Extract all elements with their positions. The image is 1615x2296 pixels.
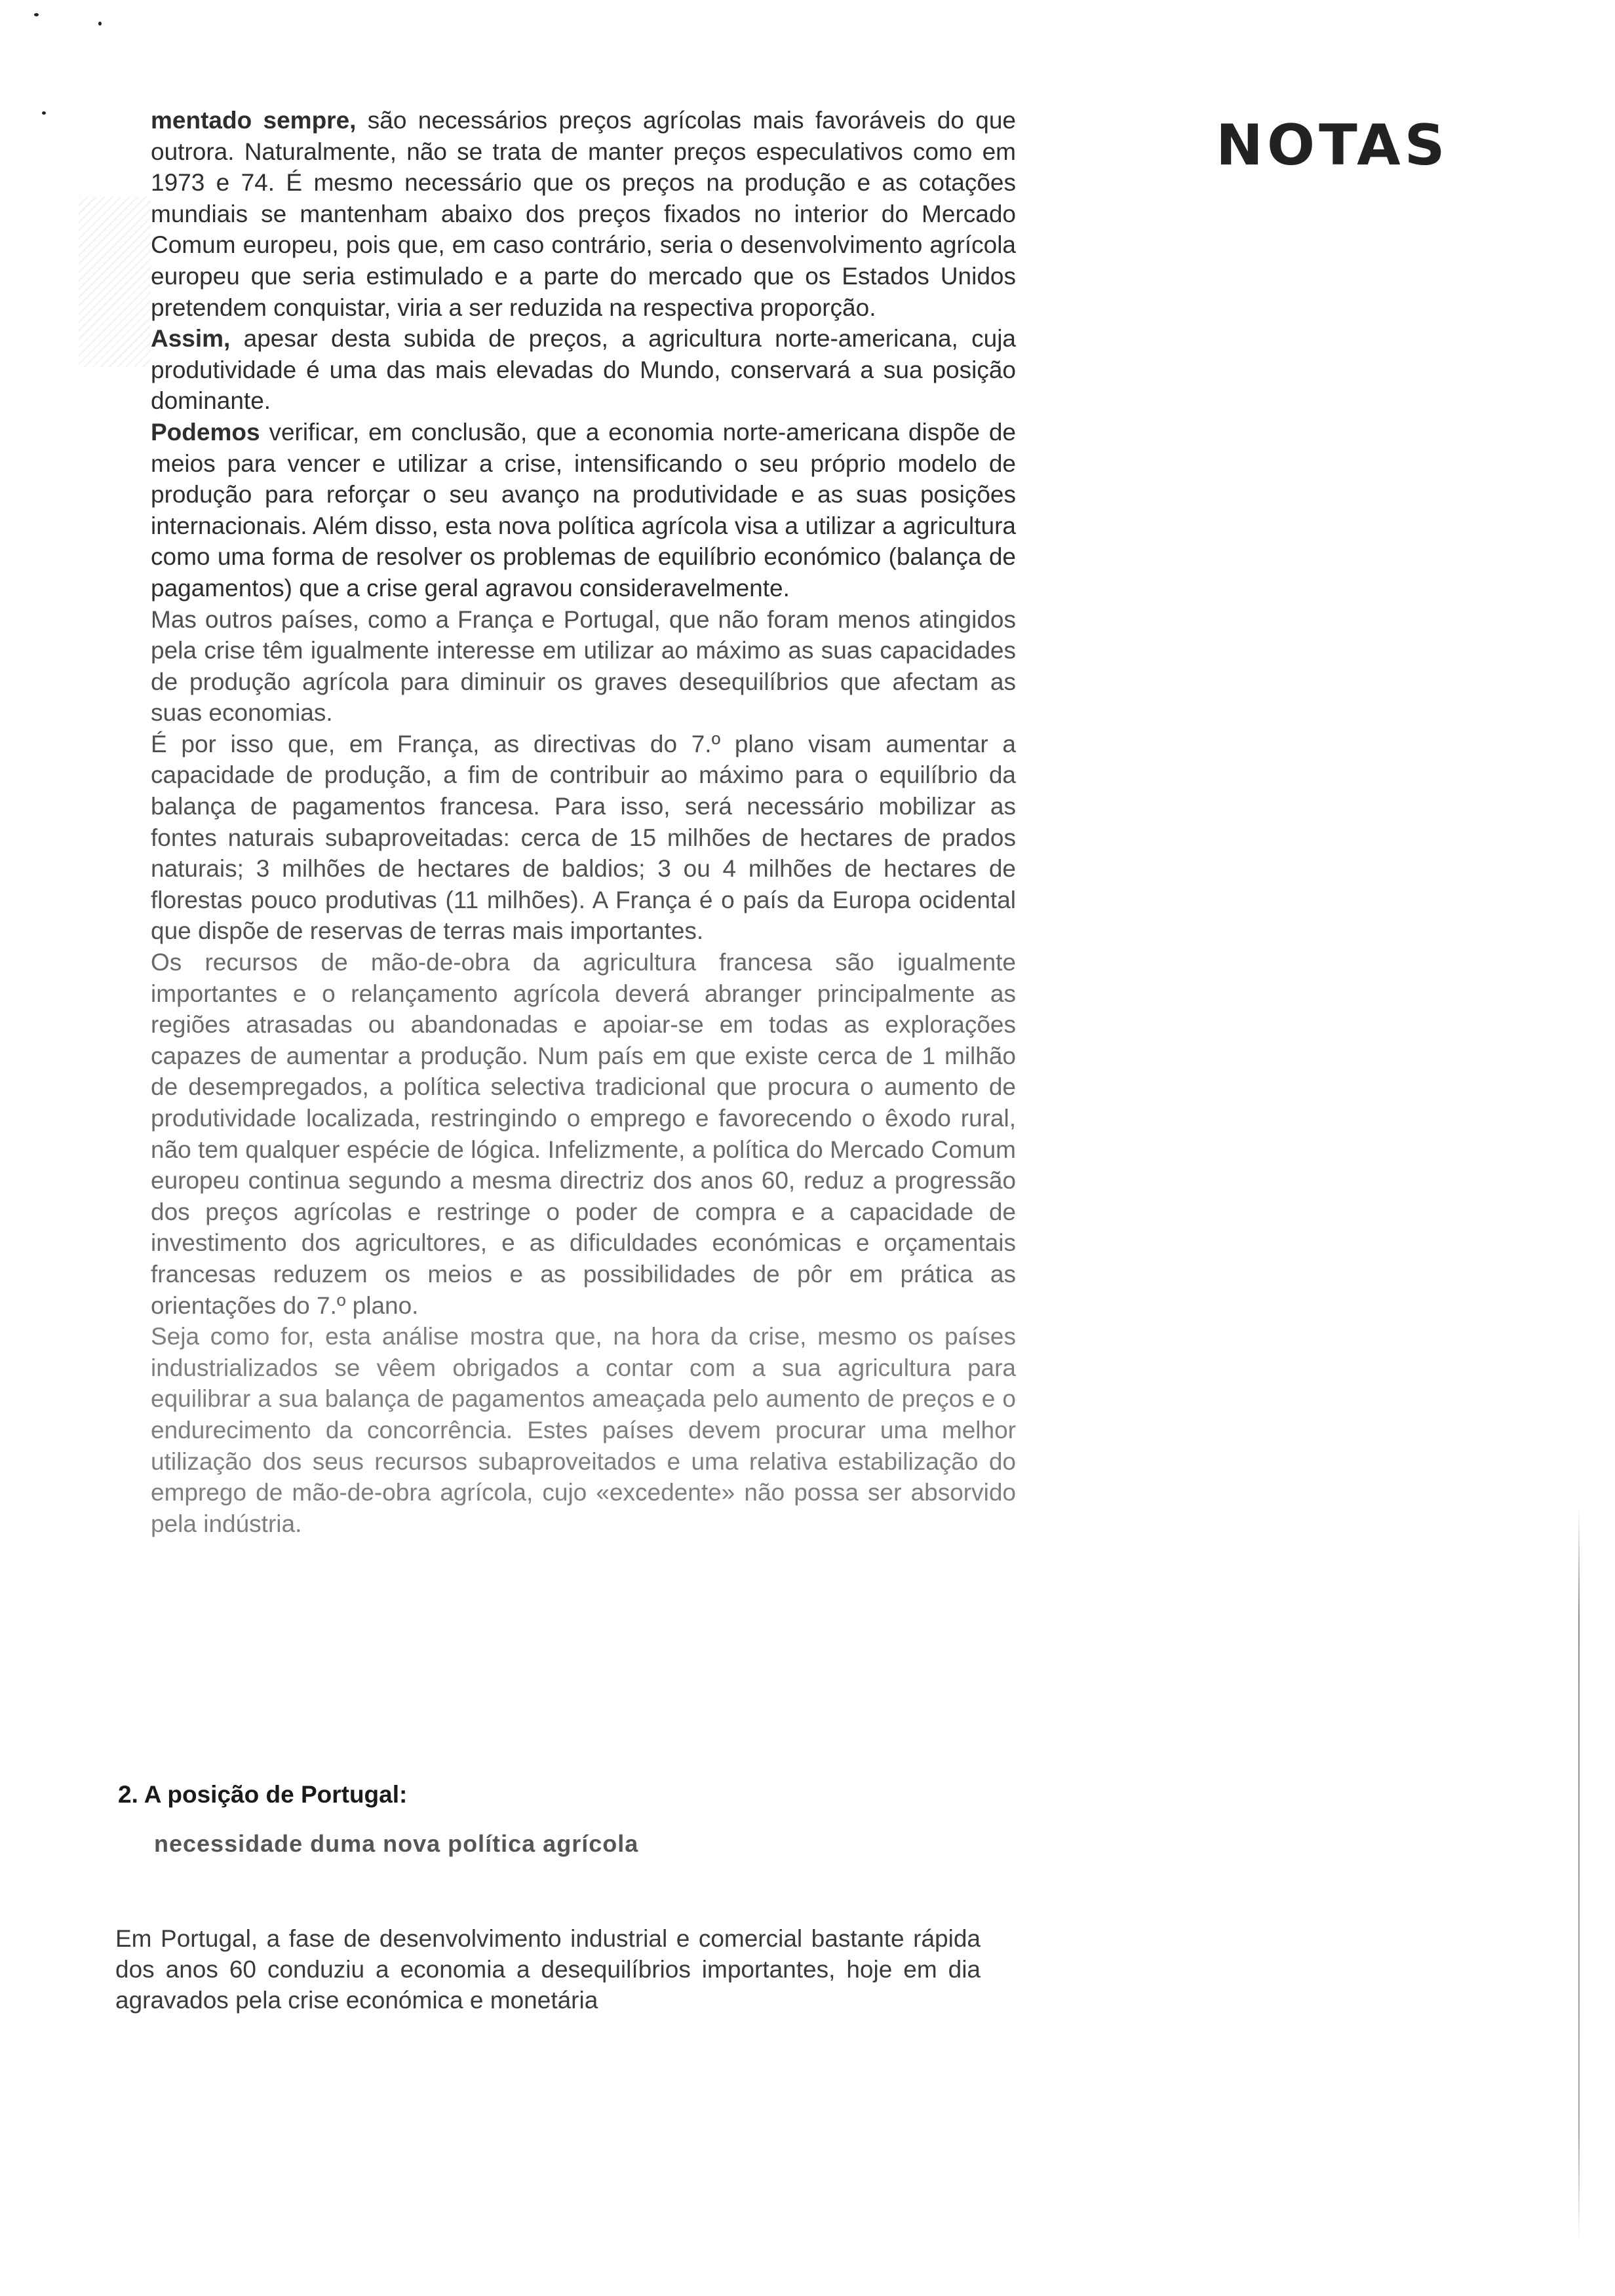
paragraph (151, 1321, 1016, 1539)
scan-speck (42, 111, 46, 115)
paragraph-text: Seja como for, esta análise mostra que, na hora da crise, mesmo os países industrializados se vêem obrigados a contar com a sua agricultura para equilibrar a sua balança de pagamentos ameaçada pelo aumento de preços e o endurecimento da concorrência. Estes países devem procurar uma melhor utilização dos seus recursos subaproveitados e uma relativa estabilização do emprego de mão-de-obra agrícola, cujo «excedente» não possa ser absorvido pela indústria. (151, 1323, 1016, 1537)
scan-speck (34, 13, 39, 16)
paragraph (151, 417, 1016, 604)
section-subheading: necessidade duma nova política agrícola (154, 1830, 639, 1857)
paragraph-lead: Assim, (151, 325, 231, 353)
paragraph-text: Mas outros países, como a França e Portugal, que não foram menos atingidos pela crise têm igualmente interesse em utilizar ao máximo as suas capacidades de produção agrícola para diminuir os graves desequilíbrios que afectam as suas economias. (151, 605, 1016, 727)
paragraph-text: são necessários preços agrícolas mais favoráveis do que outrora. Naturalmente, não se trata de manter preços especulativos como em 1973 e 74. É mesmo necessário que os preços na produção e as cotações mundiais se mantenham abaixo dos preços fixados no interior do Mercado Comum europeu, pois que, em caso contrário, seria o desenvolvimento agrícola europeu que seria estimulado e a parte do mercado que os Estados Unidos pretendem conquistar, viria a ser reduzida na respectiva proporção. (151, 107, 1017, 321)
paragraph-lead: Podemos (151, 418, 260, 446)
scan-edge-noise (79, 197, 151, 367)
closing-paragraph (115, 1923, 981, 2016)
paragraph-text: Os recursos de mão-de-obra da agricultura francesa são igualmente importantes e o relançamento agrícola deverá abranger principalmente as regiões atrasadas ou abandonadas e apoiar-se em todas as explorações capazes de aumentar a produção. Num país em que existe cerca de 1 milhão de desempregados, a política selectiva tradicional que procura o aumento de produtividade localizada, restringindo o emprego e favorecendo o êxodo rural, não tem qualquer espécie de lógica. Infelizmente, a política do Mercado Comum europeu continua segundo a mesma directriz dos anos 60, reduz a progressão dos preços agrícolas e restringe o poder de compra e a capacidade de investimento dos agricultores, e as dificuldades económicas e orçamentais francesas reduzem os meios e as possibilidades de pôr em prática as orientações do 7.º plano. (151, 949, 1016, 1319)
paragraph (151, 105, 1016, 323)
paragraph-lead: mentado sempre, (151, 107, 357, 134)
section-heading: 2. A posição de Portugal: (118, 1781, 408, 1808)
paragraph (151, 729, 1016, 947)
scan-speck (98, 22, 102, 26)
paragraph-text: apesar desta subida de preços, a agricultura norte-americana, cuja produtividade é uma das mais elevadas do Mundo, conservará a sua posição dominante. (151, 325, 1016, 415)
paragraph (151, 947, 1016, 1321)
paragraph-text: verificar, em conclusão, que a economia norte-americana dispõe de meios para vencer e utilizar a crise, intensificando o seu próprio modelo de produção para reforçar o seu avanço na produtividade e as suas posições internacionais. Além disso, esta nova política agrícola visa a utilizar a agricultura como uma forma de resolver os problemas de equilíbrio económico (balança de pagamentos) que a crise geral agravou consideravelmente. (151, 418, 1016, 602)
margin-rule (1578, 1507, 1580, 2241)
main-text-column (151, 105, 1016, 1539)
paragraph-text: É por isso que, em França, as directivas do 7.º plano visam aumentar a capacidade de produção, a fim de contribuir ao máximo para o equilíbrio da balança de pagamentos francesa. Para isso, será necessário mobilizar as fontes naturais subaproveitadas: cerca de 15 milhões de hectares de prados naturais; 3 milhões de hectares de baldios; 3 ou 4 milhões de hectares de florestas pouco produtivas (11 milhões). A França é o país da Europa ocidental que dispõe de reservas de terras mais importantes. (151, 730, 1016, 945)
paragraph (151, 323, 1016, 417)
notes-heading: NOTAS (1216, 113, 1449, 178)
paragraph (151, 604, 1016, 729)
paragraph-text: Em Portugal, a fase de desenvolvimento industrial e comercial bastante rápida dos anos 60 conduziu a economia a desequilíbrios importantes, hoje em dia agravados pela crise económica e monetária (115, 1925, 981, 2014)
